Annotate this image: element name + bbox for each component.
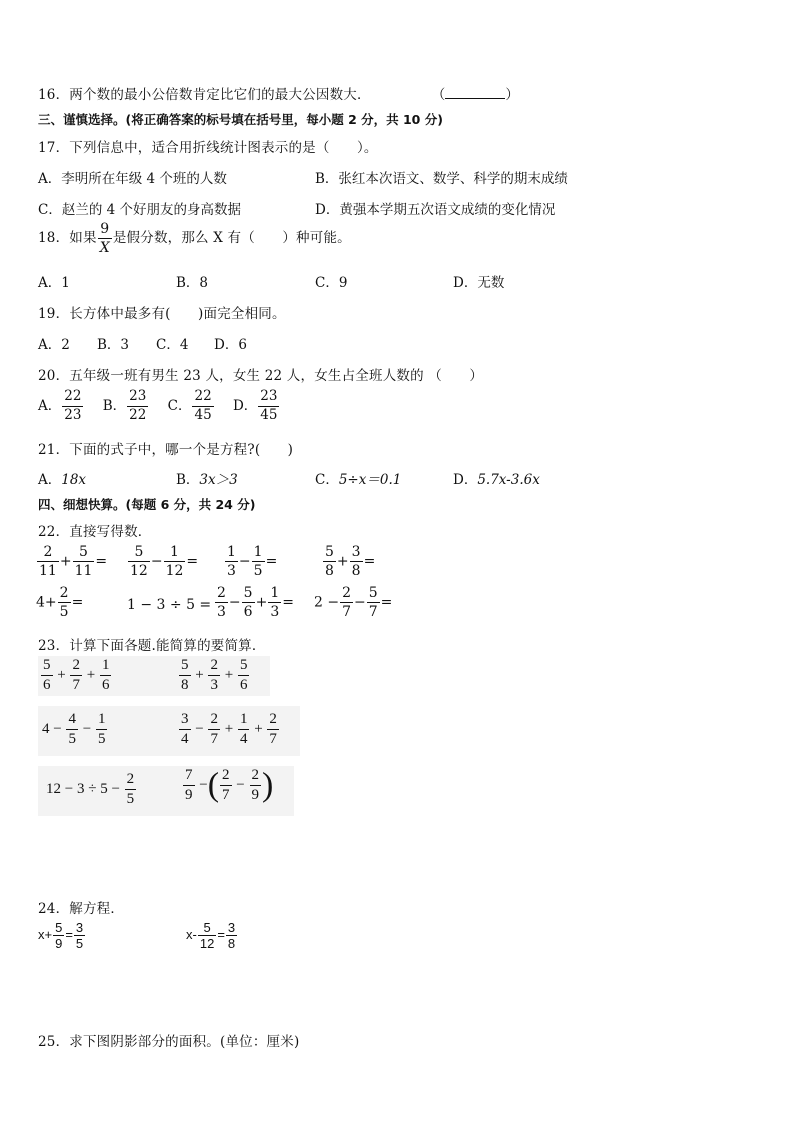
- operator: −: [228, 594, 241, 611]
- whole-part: 2 −: [314, 594, 340, 611]
- fraction-numerator: 2: [59, 585, 69, 601]
- q22-row2-expr-2: 1 − 3 ÷ 5 =: [127, 597, 212, 613]
- fraction-denominator: 8: [351, 563, 361, 579]
- fraction: [350, 545, 363, 578]
- q23-row-3: [38, 766, 294, 816]
- q18-option-b[interactable]: B．8: [176, 275, 209, 291]
- left-paren: (: [207, 766, 220, 804]
- fraction-numerator: 22: [194, 388, 212, 404]
- q22-row1-expr-2: [127, 545, 198, 578]
- equals-sign: =: [71, 594, 84, 611]
- fraction-numerator: 2: [222, 767, 230, 783]
- fraction-denominator: 9: [185, 787, 193, 803]
- fraction-denominator: 5: [68, 731, 76, 747]
- fraction: [267, 712, 279, 747]
- q18-fraction: [98, 222, 112, 255]
- fraction: [74, 921, 85, 950]
- question-25-text: 25．求下图阴影部分的面积。(单位：厘米): [38, 1034, 300, 1050]
- q18-option-c[interactable]: C．9: [315, 275, 348, 291]
- fraction-denominator: 45: [260, 406, 278, 423]
- q23-row-2: [38, 706, 300, 756]
- operator: +: [57, 666, 66, 683]
- section-4-title: 四、细想快算。(每题 6 分，共 24 分): [38, 497, 256, 512]
- option-fraction: [62, 390, 83, 422]
- question-17-text: 17．下列信息中，适合用折线统计图表示的是（ ）。: [38, 140, 378, 156]
- fraction-numerator: 3: [227, 920, 236, 935]
- q17-option-b[interactable]: B．张红本次语文、数学、科学的期末成绩: [315, 171, 568, 187]
- fraction-denominator: 8: [227, 936, 236, 951]
- fraction-numerator: 1: [227, 544, 236, 560]
- equals-sign: =: [380, 594, 393, 611]
- equals-sign: =: [186, 553, 199, 570]
- fraction-denominator: 8: [325, 563, 334, 579]
- fraction-denominator: 4: [181, 731, 189, 747]
- fraction-numerator: 4: [68, 711, 76, 727]
- q23-expr-4: [178, 712, 280, 747]
- q23-expr-5: [46, 772, 137, 807]
- q17-option-c[interactable]: C．赵兰的 4 个好朋友的身高数据: [38, 202, 242, 218]
- fraction-denominator: 7: [368, 604, 378, 620]
- fraction-denominator: 8: [181, 677, 189, 693]
- option-expression: 5÷x＝0.1: [338, 472, 402, 488]
- fraction: [164, 545, 186, 578]
- fraction-denominator: 7: [72, 677, 80, 693]
- fraction: [96, 712, 108, 747]
- fraction-denominator: 3: [270, 604, 280, 620]
- answer-paren-close: ）: [505, 87, 520, 103]
- fraction-denominator: 3: [217, 604, 226, 620]
- whole-part: 4 −: [42, 720, 62, 737]
- q20-option-c[interactable]: [167, 388, 215, 423]
- equals-sign: =: [65, 926, 73, 942]
- question-21-text: 21．下面的式子中，哪一个是方程?( ): [38, 442, 294, 458]
- option-label: B．: [102, 397, 127, 414]
- fraction-numerator: 5: [134, 544, 144, 560]
- fraction-denominator: 7: [222, 787, 230, 803]
- operator: +: [224, 720, 234, 737]
- whole-part: 4+: [36, 594, 57, 611]
- fraction: [179, 658, 191, 693]
- operator: +: [336, 553, 349, 570]
- fraction: [208, 658, 220, 693]
- fraction: [226, 921, 237, 950]
- q22-row2-expr-4: [314, 586, 392, 619]
- q22-row2-expr-1: [36, 586, 83, 619]
- fraction-numerator: 2: [210, 711, 218, 727]
- operator: +: [254, 720, 263, 737]
- option-expression: 3x＞3: [199, 472, 238, 488]
- fraction-numerator: 3: [75, 920, 84, 935]
- fraction-numerator: 3: [181, 711, 189, 727]
- fraction: [41, 658, 53, 693]
- fraction-denominator: 6: [43, 677, 51, 693]
- question-18: [38, 222, 351, 255]
- operator: −: [354, 594, 366, 611]
- option-label: A．: [38, 397, 62, 414]
- operator: −: [150, 553, 163, 570]
- fraction-numerator: 5: [325, 544, 334, 560]
- fraction-denominator: 5: [97, 731, 106, 747]
- fraction: [238, 712, 250, 747]
- fraction-denominator: 11: [74, 563, 93, 579]
- fraction: [70, 658, 82, 693]
- operator: +: [224, 666, 234, 683]
- q20-option-d[interactable]: [232, 388, 281, 423]
- fraction-denominator: X: [99, 240, 110, 256]
- option-label: C．: [167, 397, 192, 414]
- option-label: D．: [232, 397, 258, 414]
- option-label: C．: [315, 472, 339, 488]
- q22-row2-expr-3: [214, 586, 294, 619]
- fraction: [215, 586, 228, 619]
- section-3-title: 三、谨慎选择。(将正确答案的标号填在括号里，每小题 2 分，共 10 分): [38, 112, 443, 127]
- fraction: [238, 658, 250, 693]
- q17-option-a[interactable]: A．李明所在年级 4 个班的人数: [38, 171, 227, 187]
- fraction-numerator: 1: [101, 657, 110, 673]
- fraction-numerator: 2: [251, 767, 260, 783]
- fraction: [128, 545, 150, 578]
- fraction: [208, 712, 220, 747]
- fraction-denominator: 4: [239, 731, 248, 747]
- equals-sign: =: [217, 926, 225, 942]
- fraction-denominator: 12: [165, 563, 184, 579]
- fraction-numerator: 5: [55, 920, 63, 935]
- fraction-numerator: 1: [239, 711, 248, 727]
- q19-option-a[interactable]: A．2: [38, 337, 70, 353]
- fraction: [100, 658, 112, 693]
- q19-option-b[interactable]: B．3: [97, 337, 130, 353]
- q17-option-d[interactable]: D．黄强本学期五次语文成绩的变化情况: [315, 202, 556, 218]
- fraction: [323, 545, 336, 578]
- equation-lhs: x-: [186, 926, 197, 942]
- option-fraction: [127, 390, 148, 422]
- question-16-text: 16．两个数的最小公倍数肯定比它们的最大公因数大．: [38, 87, 371, 103]
- fraction: [198, 921, 216, 950]
- fraction-denominator: 6: [239, 677, 248, 693]
- q24-equation-2: [186, 921, 238, 950]
- fraction-denominator: 9: [55, 936, 63, 951]
- question-24-text: 24．解方程．: [38, 901, 125, 917]
- fraction: [53, 921, 64, 950]
- fraction-numerator: 1: [270, 585, 280, 601]
- fraction-denominator: 6: [243, 604, 253, 620]
- operator: −: [236, 776, 245, 793]
- fraction-denominator: 12: [199, 936, 215, 951]
- q19-option-c[interactable]: C．4: [156, 337, 189, 353]
- q18-option-a[interactable]: A．1: [38, 275, 70, 291]
- fraction-numerator: 1: [253, 544, 263, 560]
- fraction-numerator: 5: [239, 657, 248, 673]
- equals-sign: =: [282, 594, 294, 611]
- q21-option-d[interactable]: [453, 468, 540, 488]
- operator: −: [199, 776, 208, 793]
- equals-sign: =: [95, 553, 108, 570]
- fraction-denominator: 6: [101, 677, 110, 693]
- q21-option-a[interactable]: [38, 468, 86, 488]
- fraction-denominator: 23: [64, 406, 82, 423]
- operator: +: [195, 666, 204, 683]
- q21-option-b[interactable]: [176, 468, 238, 488]
- q18-suffix: 是假分数，那么 X 有（ ）种可能。: [112, 230, 351, 246]
- fraction-numerator: 2: [217, 585, 226, 601]
- fraction-denominator: 7: [269, 731, 277, 747]
- equals-sign: =: [265, 553, 278, 570]
- fraction-denominator: 12: [130, 563, 148, 579]
- q23-expr-6: [182, 768, 273, 803]
- fraction-numerator: 7: [185, 767, 193, 783]
- fraction: [252, 545, 265, 578]
- q19-option-d[interactable]: D．6: [214, 337, 247, 353]
- option-fraction: [192, 390, 213, 422]
- fraction-denominator: 9: [251, 787, 260, 803]
- fraction-numerator: 2: [210, 657, 218, 673]
- fraction-numerator: 2: [126, 771, 135, 787]
- q22-row1-expr-4: [322, 545, 375, 578]
- fraction: [37, 545, 59, 578]
- fraction: [73, 545, 95, 578]
- q24-equation-1: [38, 921, 86, 950]
- operator: +: [59, 553, 72, 570]
- q22-row1-expr-1: [36, 545, 107, 578]
- fraction-numerator: 5: [368, 585, 378, 601]
- fraction: [66, 712, 78, 747]
- q18-option-d[interactable]: D．无数: [453, 275, 505, 291]
- fraction-numerator: 5: [203, 920, 211, 935]
- fraction: [367, 586, 380, 619]
- fraction-denominator: 5: [59, 604, 69, 620]
- fraction-denominator: 5: [253, 563, 263, 579]
- q23-expr-2: [178, 658, 250, 693]
- q20-options: [38, 390, 280, 422]
- fraction: [179, 712, 191, 747]
- fraction: [58, 586, 71, 619]
- option-fraction: [258, 390, 279, 422]
- equals-sign: =: [363, 553, 376, 570]
- whole-part: 12 − 3 ÷ 5 −: [46, 780, 120, 797]
- equation-lhs: x+: [38, 926, 53, 942]
- fraction-denominator: 45: [194, 406, 212, 423]
- fraction: [220, 768, 232, 803]
- option-label: A．: [38, 472, 62, 488]
- fraction: [125, 772, 137, 807]
- option-expression: 5.7x-3.6x: [477, 472, 540, 488]
- fraction-numerator: 23: [260, 388, 278, 404]
- fraction-denominator: 7: [342, 604, 352, 620]
- question-23-text: 23．计算下面各题.能简算的要简算．: [38, 638, 266, 654]
- fraction-denominator: 22: [129, 406, 147, 423]
- fraction: [183, 768, 195, 803]
- q23-expr-1: [38, 656, 270, 696]
- fraction-numerator: 2: [269, 711, 277, 727]
- answer-paren-open: （: [431, 87, 446, 103]
- fraction-numerator: 1: [97, 711, 106, 727]
- fraction-numerator: 1: [170, 544, 179, 560]
- fraction-denominator: 3: [210, 677, 218, 693]
- fraction-denominator: 7: [210, 731, 218, 747]
- fraction-numerator: 3: [351, 544, 361, 560]
- operator: −: [195, 720, 204, 737]
- fraction-numerator: 2: [72, 657, 80, 673]
- fraction: [340, 586, 353, 619]
- q23-expr-3: [42, 712, 108, 747]
- fraction-denominator: 3: [227, 563, 236, 579]
- fraction-numerator: 5: [43, 657, 51, 673]
- fraction-numerator: 5: [181, 657, 189, 673]
- fraction: [242, 586, 255, 619]
- operator: −: [82, 720, 92, 737]
- operator: +: [255, 594, 268, 611]
- q22-row1-expr-3: [224, 545, 277, 578]
- question-16: [38, 83, 519, 103]
- operator: −: [238, 553, 251, 570]
- fraction-numerator: 9: [100, 221, 110, 237]
- q20-option-b[interactable]: [102, 388, 150, 423]
- question-22-text: 22．直接写得数．: [38, 524, 152, 540]
- fraction-denominator: 11: [39, 563, 57, 579]
- q18-prefix: 18．如果: [38, 230, 97, 246]
- question-19-text: 19．长方体中最多有( )面完全相同。: [38, 306, 286, 322]
- fraction: [225, 545, 238, 578]
- fraction: [250, 768, 262, 803]
- q21-option-c[interactable]: [315, 468, 401, 488]
- fraction-denominator: 5: [126, 791, 135, 807]
- question-20-text: 20．五年级一班有男生 23 人，女生 22 人，女生占全班人数的 （ ）: [38, 368, 484, 384]
- fraction-numerator: 23: [129, 388, 147, 404]
- fraction-denominator: 5: [75, 936, 84, 951]
- fraction-numerator: 5: [79, 544, 88, 560]
- right-paren: ): [262, 766, 274, 804]
- fraction-numerator: 22: [64, 388, 82, 404]
- fraction-numerator: 2: [342, 585, 352, 601]
- fraction: [268, 586, 281, 619]
- option-label: B．: [176, 472, 200, 488]
- fraction-numerator: 5: [243, 585, 253, 601]
- answer-blank[interactable]: [445, 98, 505, 99]
- fraction-numerator: 2: [43, 544, 53, 560]
- q20-option-a[interactable]: [38, 388, 84, 423]
- option-expression: 18x: [61, 472, 87, 488]
- option-label: D．: [453, 472, 478, 488]
- operator: +: [86, 666, 96, 683]
